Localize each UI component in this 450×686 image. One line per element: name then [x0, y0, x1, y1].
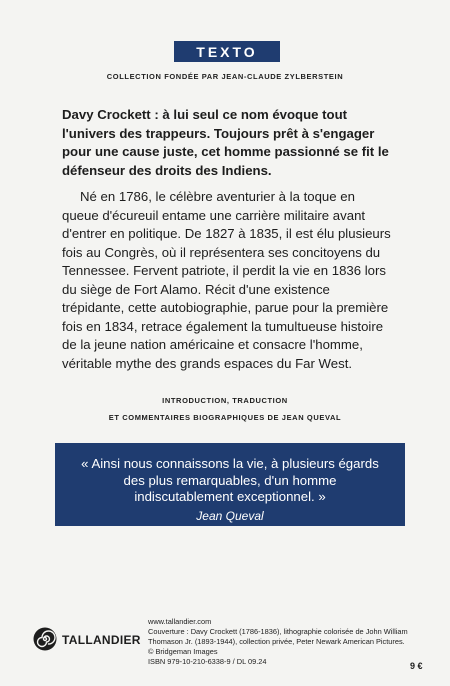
spiral-logo-icon: [33, 627, 57, 651]
legal-info: [148, 617, 408, 667]
credits-line-2: ET COMMENTAIRES BIOGRAPHIQUES DE JEAN QUEVAL: [108, 413, 342, 422]
quote-text: « Ainsi nous connaissons la vie, à plusieurs égards des plus remarquables, d'un homme indiscutablement exceptionnel. »: [81, 456, 379, 504]
copyright-line: © Bridgeman Images: [148, 647, 218, 656]
collection-founder-line: COLLECTION FONDÉE PAR JEAN-CLAUDE ZYLBERSTEIN: [106, 72, 344, 81]
quote-author: Jean Queval: [196, 508, 264, 523]
credits-line-1: INTRODUCTION, TRADUCTION: [162, 396, 288, 405]
credits: [0, 392, 450, 426]
book-blurb: [62, 106, 392, 373]
collection-brand-label: TEXTO: [174, 41, 280, 62]
website-line: www.tallandier.com: [148, 617, 212, 626]
blurb-body: Né en 1786, le célèbre aventurier à la toque en queue d'écureuil entame une carrière militaire avant d'entrer en politique. De 1827 à 1835, il est élu plusieurs fois au Congrès, où il représentera ses concitoyens du Tennessee. Fervent patriote, il perdit la vie en 1836 lors du siège de Fort Alamo. Récit d'une existence trépidante, cette autobiographie, parue pour la première fois en 1834, retrace également la tumultueuse histoire de la jeune nation américaine et consacre l'homme, véritable mythe des grands espaces du Far West.: [62, 189, 391, 371]
cover-credit-line-2: Thomason Jr. (1893-1944), collection privée, Peter Newark American Pictures.: [148, 637, 405, 646]
publisher-name: TALLANDIER: [62, 633, 141, 647]
blurb-lead: Davy Crockett : à lui seul ce nom évoque tout l'univers des trappeurs. Toujours prêt à s'engager pour une cause juste, cet homme passionné se fit le défenseur des droits des Indiens.: [62, 107, 389, 178]
quote-box: [55, 443, 405, 526]
isbn-line: ISBN 979-10-210-6338-9 / DL 09.24: [148, 657, 267, 666]
cover-credit-line-1: Couverture : Davy Crockett (1786-1836), lithographie colorisée de John William: [148, 627, 408, 636]
price-label: 9 €: [410, 661, 423, 671]
